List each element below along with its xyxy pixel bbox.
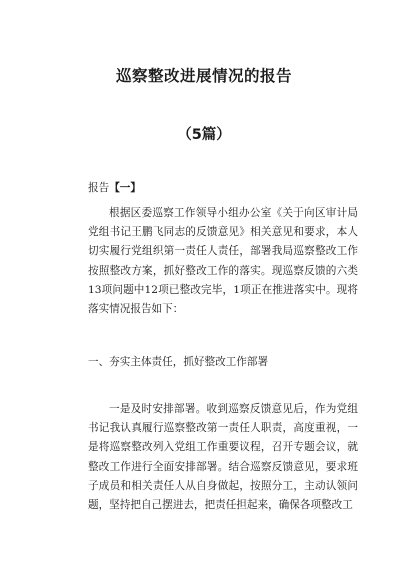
heading-section-1: 一、夯实主体责任，抓好整改工作部署 bbox=[88, 356, 269, 368]
section-label-bracket: 【一】 bbox=[109, 182, 141, 194]
paragraph-deployment: 一是及时安排部署。收到巡察反馈意见后，作为党组书记我认真履行巡察整改第一责任人职责，高度重视，一是将巡察整改列入党组工作重要议程，召开专题会议，就整改工作进行全面安排部署。结合巡察反馈意见，要求班子成员和相关责任人从自身做起，按照分工，主动认领问题，坚持把自己摆进去，把责任担起来，确保各项整改工 bbox=[88, 403, 358, 512]
section-label bbox=[88, 180, 141, 197]
document-title: 巡察整改进展情况的报告 bbox=[115, 67, 292, 85]
document-subtitle: （5篇） bbox=[177, 127, 231, 143]
section-label-prefix: 报告 bbox=[88, 182, 110, 194]
paragraph-intro: 根据区委巡察工作领导小组办公室《关于向区审计局党组书记王鹏飞同志的反馈意见》相关意见和要求，本人切实履行党组织第一责任人责任，部署我局巡察整改工作按照整改方案，抓好整改工作的落实。现巡察反馈的六类13项问题中12项已整改完毕，1项正在推进落实中。现将落实情况报告如下： bbox=[88, 207, 358, 316]
